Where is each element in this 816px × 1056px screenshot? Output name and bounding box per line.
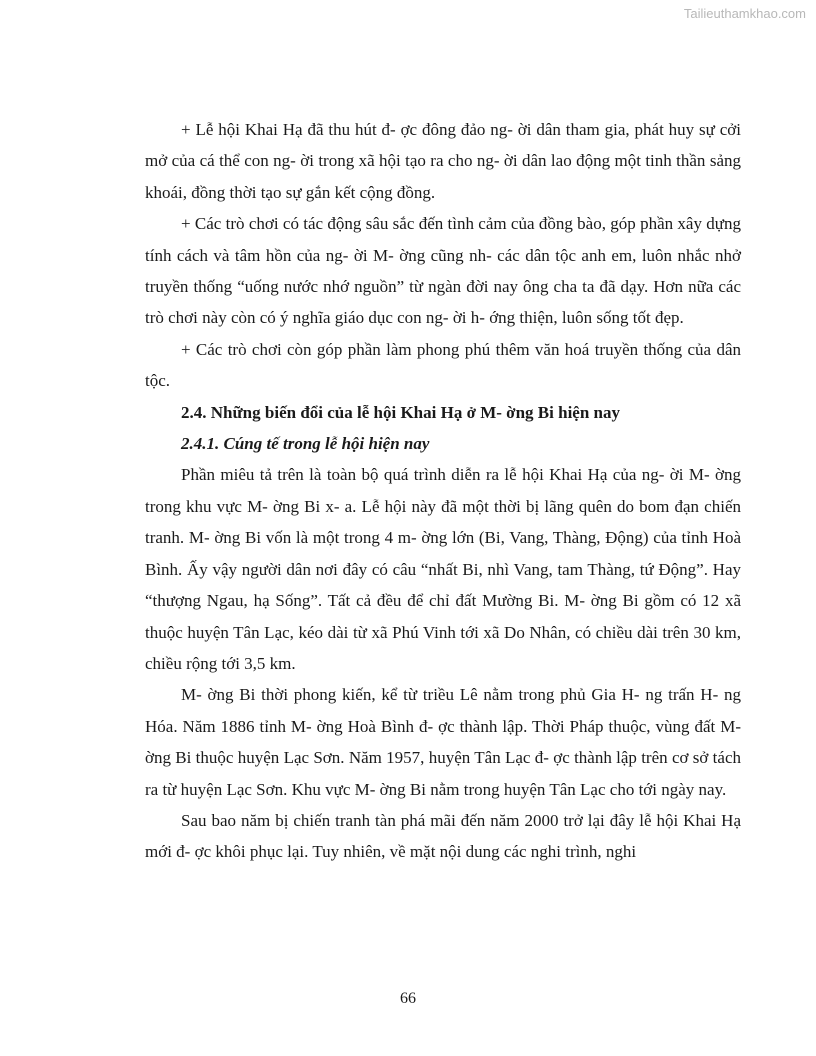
page-number: 66 (400, 990, 416, 1007)
subsection-heading: 2.4.1. Cúng tế trong lễ hội hiện nay (181, 434, 430, 454)
page-body (145, 114, 741, 868)
paragraph-games-culture: + Các trò chơi còn góp phần làm phong phú thêm văn hoá truyền thống của dân tộc. (145, 339, 741, 391)
paragraph-games-impact: + Các trò chơi có tác động sâu sắc đến tình cảm của đồng bào, góp phần xây dựng tính cách và tâm hồn của ng- ời M- ờng cũng nh- các dân tộc anh em, luôn nhắc nhở truyền thống “uống nước nhớ nguồn” từ ngàn đời nay ông cha ta đã dạy. Hơn nữa các trò chơi này còn có ý nghĩa giáo dục con ng- ời h- ớng thiện, luôn sống tốt đẹp. (145, 214, 741, 328)
watermark: Tailieuthamkhao.com (683, 6, 806, 21)
paragraph-muong-bi-history: M- ờng Bi thời phong kiến, kể từ triều Lê nằm trong phủ Gia H- ng trấn H- ng Hóa. Năm 1886 tỉnh M- ờng Hoà Bình đ- ợc thành lập. Thời Pháp thuộc, vùng đất M- ờng Bi thuộc huyện Lạc Sơn. Năm 1957, huyện Tân Lạc đ- ợc thành lập trên cơ sở tách ra từ huyện Lạc Sơn. Khu vực M- ờng Bi nằm trong huyện Tân Lạc cho tới ngày nay. (145, 685, 741, 799)
paragraph-muong-bi-description: Phần miêu tả trên là toàn bộ quá trình diễn ra lễ hội Khai Hạ của ng- ời M- ờng trong khu vực M- ờng Bi x- a. Lễ hội này đã một thời bị lãng quên do bom đạn chiến tranh. M- ờng Bi vốn là một trong 4 m- ờng lớn (Bi, Vang, Thàng, Động) của tỉnh Hoà Bình. Ấy vậy người dân nơi đây có câu “nhất Bi, nhì Vang, tam Thàng, tứ Động”. Hay “thượng Ngau, hạ Sống”. Tất cả đều để chỉ đất Mường Bi. M- ờng Bi gồm có 12 xã thuộc huyện Tân Lạc, kéo dài từ xã Phú Vinh tới xã Do Nhân, có chiều dài trên 30 km, chiều rộng tới 3,5 km. (145, 465, 741, 673)
paragraph-festival-restoration: Sau bao năm bị chiến tranh tàn phá mãi đến năm 2000 trở lại đây lễ hội Khai Hạ mới đ- ợc khôi phục lại. Tuy nhiên, về mặt nội dung các nghi trình, nghi (145, 810, 741, 862)
paragraph-festival-attraction: + Lễ hội Khai Hạ đã thu hút đ- ợc đông đảo ng- ời dân tham gia, phát huy sự cởi mở của cá thể con ng- ời trong xã hội tạo ra cho ng- ời dân lao động một tinh thần sảng khoái, đồng thời tạo sự gắn kết cộng đồng. (145, 120, 741, 202)
section-heading: 2.4. Những biến đổi của lễ hội Khai Hạ ở M- ờng Bi hiện nay (181, 402, 620, 422)
